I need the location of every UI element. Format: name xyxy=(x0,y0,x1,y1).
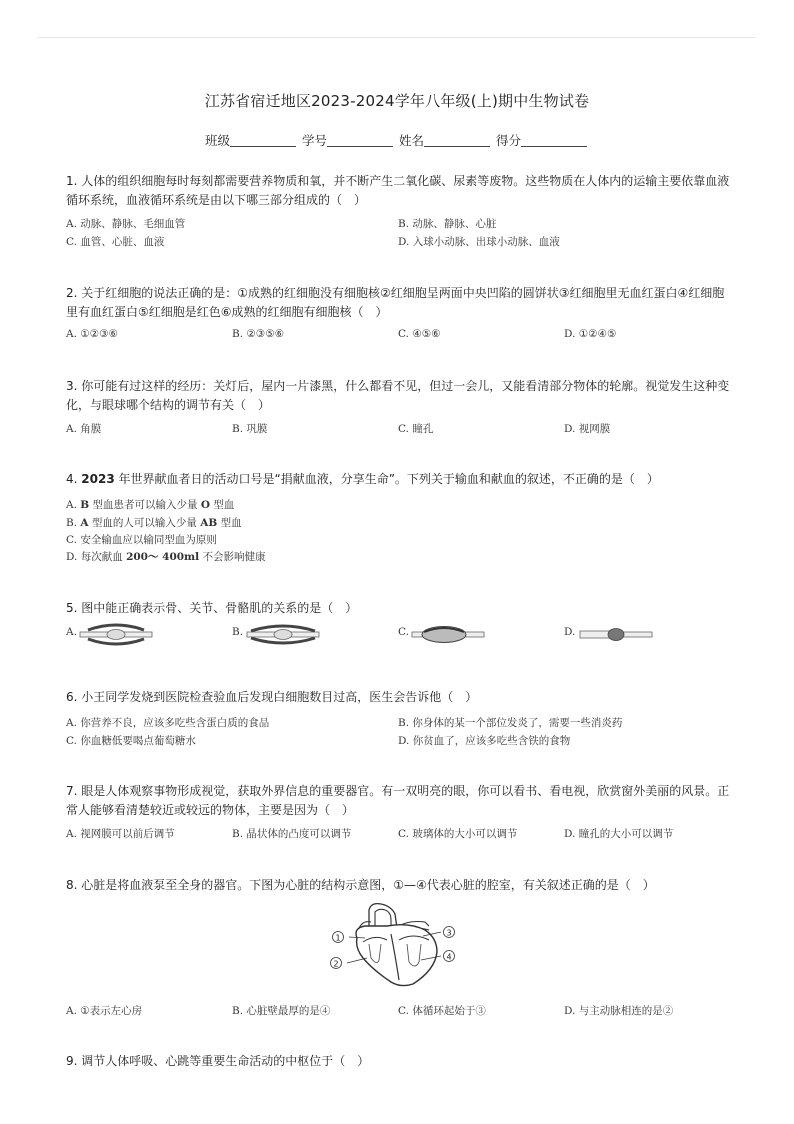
svg-text:4: 4 xyxy=(446,952,452,962)
q7-option-c[interactable]: C. 玻璃体的大小可以调节 xyxy=(398,828,518,840)
q7-option-d[interactable]: D. 瞳孔的大小可以调节 xyxy=(564,828,674,840)
q2-option-c[interactable]: C. ④⑤⑥ xyxy=(398,328,441,340)
page-title: 江苏省宿迁地区2023-2024学年八年级(上)期中生物试卷 xyxy=(204,92,590,110)
bone-joint-muscle-diagram-a[interactable] xyxy=(78,622,154,646)
question-stem: 7. 眼是人体观察事物形成视觉，获取外界信息的重要器官。有一双明亮的眼，你可以看书、看电视，欣赏窗外美丽的风景。正常人能够看清楚较近或较远的物体，主要是因为（ ） xyxy=(66,784,730,817)
q5-option-c[interactable]: C. xyxy=(398,626,409,638)
option-text: 型血 xyxy=(217,517,242,529)
q5-option-a[interactable]: A. xyxy=(66,626,77,638)
blood-volume: 200～ 400ml xyxy=(126,551,200,563)
blood-type: AB xyxy=(200,517,218,529)
question-stem-text: 年世界献血者日的活动口号是“捐献血液，分享生命”。下列关于输血和献血的叙述，不正确的是（ ） xyxy=(114,472,659,486)
blood-type: B xyxy=(80,499,90,511)
bone-joint-muscle-diagram-c[interactable] xyxy=(410,622,486,646)
q6-option-b[interactable]: B. 你身体的某一个部位发炎了，需要一些消炎药 xyxy=(398,717,623,729)
field-score-label: 得分 xyxy=(495,133,521,148)
q8-option-b[interactable]: B. 心脏壁最厚的是④ xyxy=(232,1005,331,1017)
option-letter: A. xyxy=(66,499,81,511)
question-3 xyxy=(66,377,730,414)
field-class-label: 班级 xyxy=(204,133,230,148)
q3-option-b[interactable]: B. 巩膜 xyxy=(232,423,268,435)
question-5 xyxy=(66,599,730,618)
question-stem: 3. 你可能有过这样的经历：关灯后，屋内一片漆黑，什么都看不见，但过一会儿，又能看清部分物体的轮廓。视觉发生这种变化，与眼球哪个结构的调节有关（ ） xyxy=(66,379,730,412)
student-info-line xyxy=(0,131,794,149)
field-score-blank[interactable] xyxy=(521,134,587,147)
q6-option-d[interactable]: D. 你贫血了，应该多吃些含铁的食物 xyxy=(398,735,571,747)
q7-option-b[interactable]: B. 晶状体的凸度可以调节 xyxy=(232,828,352,840)
field-id-label: 学号 xyxy=(301,133,327,148)
bone-joint-muscle-diagram-d[interactable] xyxy=(578,622,654,646)
q4-option-b[interactable] xyxy=(66,515,242,530)
q2-option-a[interactable]: A. ①②③⑥ xyxy=(66,328,118,340)
q5-option-b[interactable]: B. xyxy=(232,626,244,638)
q4-option-d[interactable] xyxy=(66,549,266,564)
q3-option-c[interactable]: C. 瞳孔 xyxy=(398,423,434,435)
question-stem: 1. 人体的组织细胞每时每刻都需要营养物质和氧，并不断产生二氧化碳、尿素等废物。这些物质在人体内的运输主要依靠血液循环系统，血液循环系统是由以下哪三部分组成的（ ） xyxy=(66,174,730,207)
q4-option-c[interactable] xyxy=(66,532,217,547)
svg-text:3: 3 xyxy=(446,928,452,938)
q1-option-a[interactable]: A. 动脉、静脉、毛细血管 xyxy=(66,218,186,230)
q1-option-b[interactable]: B. 动脉、静脉、心脏 xyxy=(398,218,497,230)
question-stem: 5. 图中能正确表示骨、关节、骨骼肌的关系的是（ ） xyxy=(66,601,358,615)
field-id-blank[interactable] xyxy=(327,134,393,147)
option-text: 型血 xyxy=(209,499,235,511)
heart-structure-diagram xyxy=(325,900,459,988)
q2-option-d[interactable]: D. ①②④⑤ xyxy=(564,328,617,340)
svg-text:2: 2 xyxy=(333,959,339,969)
question-2 xyxy=(66,284,730,321)
blood-type: A xyxy=(80,517,89,529)
year-bold: 2023 xyxy=(81,472,115,486)
question-1 xyxy=(66,172,730,209)
field-class-blank[interactable] xyxy=(230,134,296,147)
option-text: 型血的人可以输入少量 xyxy=(88,517,201,529)
svg-text:1: 1 xyxy=(335,933,341,943)
q1-option-c[interactable]: C. 血管、心脏、血液 xyxy=(66,236,165,248)
q8-option-a[interactable]: A. ①表示左心房 xyxy=(66,1005,143,1017)
question-stem xyxy=(66,470,730,489)
question-9 xyxy=(66,1052,730,1071)
option-text: 型血患者可以输入少量 xyxy=(89,499,201,511)
q3-option-a[interactable]: A. 角膜 xyxy=(66,423,102,435)
q4-option-a[interactable] xyxy=(66,497,234,512)
q8-option-d[interactable]: D. 与主动脉相连的是② xyxy=(564,1005,674,1017)
question-stem: 8. 心脏是将血液泵至全身的器官。下图为心脏的结构示意图，①—④代表心脏的腔室，有关叙述正确的是（ ） xyxy=(66,878,655,892)
q5-option-d[interactable]: D. xyxy=(564,626,576,638)
q1-option-d[interactable]: D. 入球小动脉、出球小动脉、血液 xyxy=(398,236,560,248)
q6-option-a[interactable]: A. 你营养不良，应该多吃些含蛋白质的食品 xyxy=(66,717,270,729)
question-7 xyxy=(66,782,730,819)
blood-type: O xyxy=(200,499,210,511)
question-stem: 6. 小王同学发烧到医院检查验血后发现白细胞数目过高，医生会告诉他（ ） xyxy=(66,690,478,704)
q2-option-b[interactable]: B. ②③⑤⑥ xyxy=(232,328,285,340)
option-text: C. 安全输血应以输同型血为原则 xyxy=(66,534,217,546)
q7-option-a[interactable]: A. 视网膜可以前后调节 xyxy=(66,828,175,840)
field-name-blank[interactable] xyxy=(424,134,490,147)
bone-joint-muscle-diagram-b[interactable] xyxy=(245,622,321,646)
option-text: D. 每次献血 xyxy=(66,551,127,563)
q6-option-c[interactable]: C. 你血糖低要喝点葡萄糖水 xyxy=(66,735,196,747)
q3-option-d[interactable]: D. 视网膜 xyxy=(564,423,611,435)
question-8 xyxy=(66,876,730,895)
question-stem: 9. 调节人体呼吸、心跳等重要生命活动的中枢位于（ ） xyxy=(66,1054,370,1068)
option-text: 不会影响健康 xyxy=(199,551,266,563)
field-name-label: 姓名 xyxy=(398,133,424,148)
question-6 xyxy=(66,688,730,707)
top-rule xyxy=(38,37,756,38)
question-4 xyxy=(66,470,730,489)
option-letter: B. xyxy=(66,517,81,529)
question-stem: 2. 关于红细胞的说法正确的是：①成熟的红细胞没有细胞核②红细胞呈两面中央凹陷的圆饼状③红细胞里无血红蛋白④红细胞里有血红蛋白⑤红细胞是红色⑥成熟的红细胞有细胞核（ ） xyxy=(66,286,725,319)
q8-option-c[interactable]: C. 体循环起始于③ xyxy=(398,1005,486,1017)
question-number: 4. xyxy=(66,472,82,486)
